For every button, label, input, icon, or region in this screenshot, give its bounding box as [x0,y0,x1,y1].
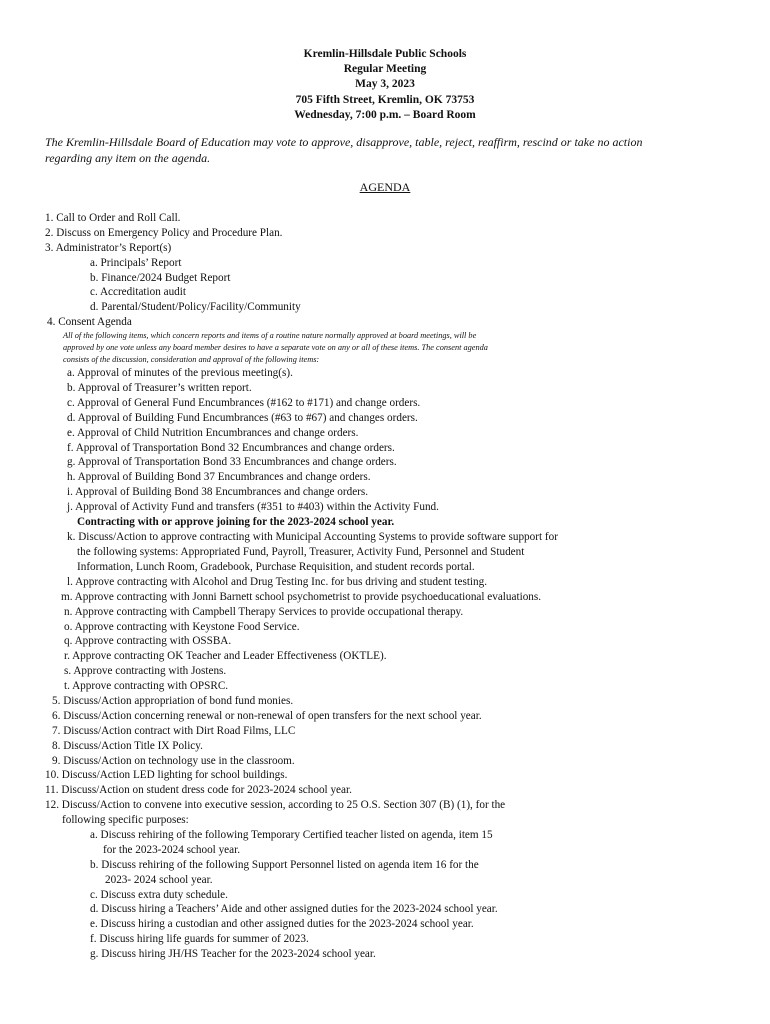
agenda-subitem: r. Approve contracting OK Teacher and Leader Effectiveness (OKTLE). [64,650,387,662]
agenda-subitem-cont: Information, Lunch Room, Gradebook, Purchase Requisition, and student records portal. [77,561,475,573]
agenda-subitem: a. Principals’ Report [90,257,182,269]
agenda-subitem: k. Discuss/Action to approve contracting with Municipal Accounting Systems to provide software support for [67,531,558,543]
intro-line: regarding any item on the agenda. [45,150,211,165]
agenda-subitem: h. Approval of Building Bond 37 Encumbrances and change orders. [67,471,371,483]
agenda-item-8: 8. Discuss/Action Title IX Policy. [52,740,203,752]
agenda-subitem: f. Approval of Transportation Bond 32 Encumbrances and change orders. [67,442,395,454]
agenda-subitem: g. Discuss hiring JH/HS Teacher for the 2023-2024 school year. [90,948,376,960]
agenda-subitem-cont: the following systems: Appropriated Fund, Payroll, Treasurer, Activity Fund, Personnel and Student [77,546,525,558]
consent-note: approved by one vote unless any board member desires to have a separate vote on any or all of these items. The consent agenda [63,343,488,352]
agenda-item-10: 10. Discuss/Action LED lighting for school buildings. [45,769,288,781]
agenda-subitem-cont: 2023- 2024 school year. [105,874,213,886]
agenda-item-7: 7. Discuss/Action contract with Dirt Road Films, LLC [52,725,296,737]
agenda-subitem: d. Approval of Building Fund Encumbrances (#63 to #67) and changes orders. [67,412,418,424]
agenda-subitem: c. Discuss extra duty schedule. [90,889,228,901]
agenda-item-3: 3. Administrator’s Report(s) [45,242,172,254]
agenda-subitem: q. Approve contracting with OSSBA. [64,635,232,647]
agenda-subitem-cont: for the 2023-2024 school year. [103,844,241,856]
agenda-subitem: t. Approve contracting with OPSRC. [64,680,229,692]
agenda-subitem: c. Approval of General Fund Encumbrances (#162 to #171) and change orders. [67,397,421,409]
agenda-subitem: i. Approval of Building Bond 38 Encumbrances and change orders. [67,486,369,498]
agenda-subitem: m. Approve contracting with Jonni Barnett school psychometrist to provide psychoeducational evaluations. [61,591,542,603]
agenda-subitem: c. Accreditation audit [90,286,186,298]
agenda-item-4: 4. Consent Agenda [47,316,132,328]
contracting-heading: Contracting with or approve joining for the 2023-2024 school year. [77,516,395,528]
meeting-date: May 3, 2023 [355,78,415,91]
agenda-subitem: d. Discuss hiring a Teachers’ Aide and other assigned duties for the 2023-2024 school year. [90,903,498,915]
agenda-item-9: 9. Discuss/Action on technology use in the classroom. [52,755,295,767]
agenda-item-6: 6. Discuss/Action concerning renewal or non-renewal of open transfers for the next school year. [52,710,482,722]
agenda-subitem: e. Discuss hiring a custodian and other assigned duties for the 2023-2024 school year. [90,918,474,930]
intro-line: The Kremlin-Hillsdale Board of Education may vote to approve, disapprove, table, reject, reaffirm, rescind or take no action [45,135,643,149]
agenda-item-12-cont: following specific purposes: [62,814,189,826]
agenda-subitem: a. Approval of minutes of the previous meeting(s). [67,367,293,379]
consent-note: All of the following items, which concern reports and items of a routine nature normally approved at board meetings, will be [63,331,477,340]
agenda-title: AGENDA [359,180,411,194]
agenda-item-2: 2. Discuss on Emergency Policy and Procedure Plan. [45,227,283,239]
agenda-subitem: e. Approval of Child Nutrition Encumbrances and change orders. [67,427,359,439]
agenda-item-11: 11. Discuss/Action on student dress code for 2023-2024 school year. [45,784,352,796]
agenda-item-5: 5. Discuss/Action appropriation of bond fund monies. [52,695,294,707]
agenda-subitem: b. Finance/2024 Budget Report [90,272,231,284]
board-intro [45,135,735,166]
school-name: Kremlin-Hillsdale Public Schools [303,48,467,60]
consent-note: consists of the discussion, consideration and approval of the following items: [63,355,320,364]
agenda-subitem: n. Approve contracting with Campbell Therapy Services to provide occupational therapy. [64,606,464,618]
agenda-subitem: b. Discuss rehiring of the following Support Personnel listed on agenda item 16 for the [90,859,479,871]
document-header [0,47,770,123]
agenda-subitem: b. Approval of Treasurer’s written report. [67,382,252,394]
agenda-subitem: j. Approval of Activity Fund and transfers (#351 to #403) within the Activity Fund. [67,501,439,513]
meeting-time: Wednesday, 7:00 p.m. – Board Room [294,108,476,121]
meeting-address: 705 Fifth Street, Kremlin, OK 73753 [295,93,475,106]
agenda-subitem: s. Approve contracting with Jostens. [64,665,227,677]
agenda-subitem: d. Parental/Student/Policy/Facility/Community [90,301,301,313]
agenda-subitem: f. Discuss hiring life guards for summer of 2023. [90,933,309,945]
agenda-subitem: o. Approve contracting with Keystone Food Service. [64,621,300,633]
agenda-subitem: a. Discuss rehiring of the following Temporary Certified teacher listed on agenda, item 15 [90,829,493,841]
agenda-subitem: l. Approve contracting with Alcohol and Drug Testing Inc. for bus driving and student testing. [67,576,488,588]
agenda-item-1: 1. Call to Order and Roll Call. [45,212,181,224]
agenda-subitem: g. Approval of Transportation Bond 33 Encumbrances and change orders. [67,456,397,468]
agenda-item-12: 12. Discuss/Action to convene into executive session, according to 25 O.S. Section 307 (B) (1), for the [45,799,506,811]
meeting-type: Regular Meeting [343,63,427,76]
